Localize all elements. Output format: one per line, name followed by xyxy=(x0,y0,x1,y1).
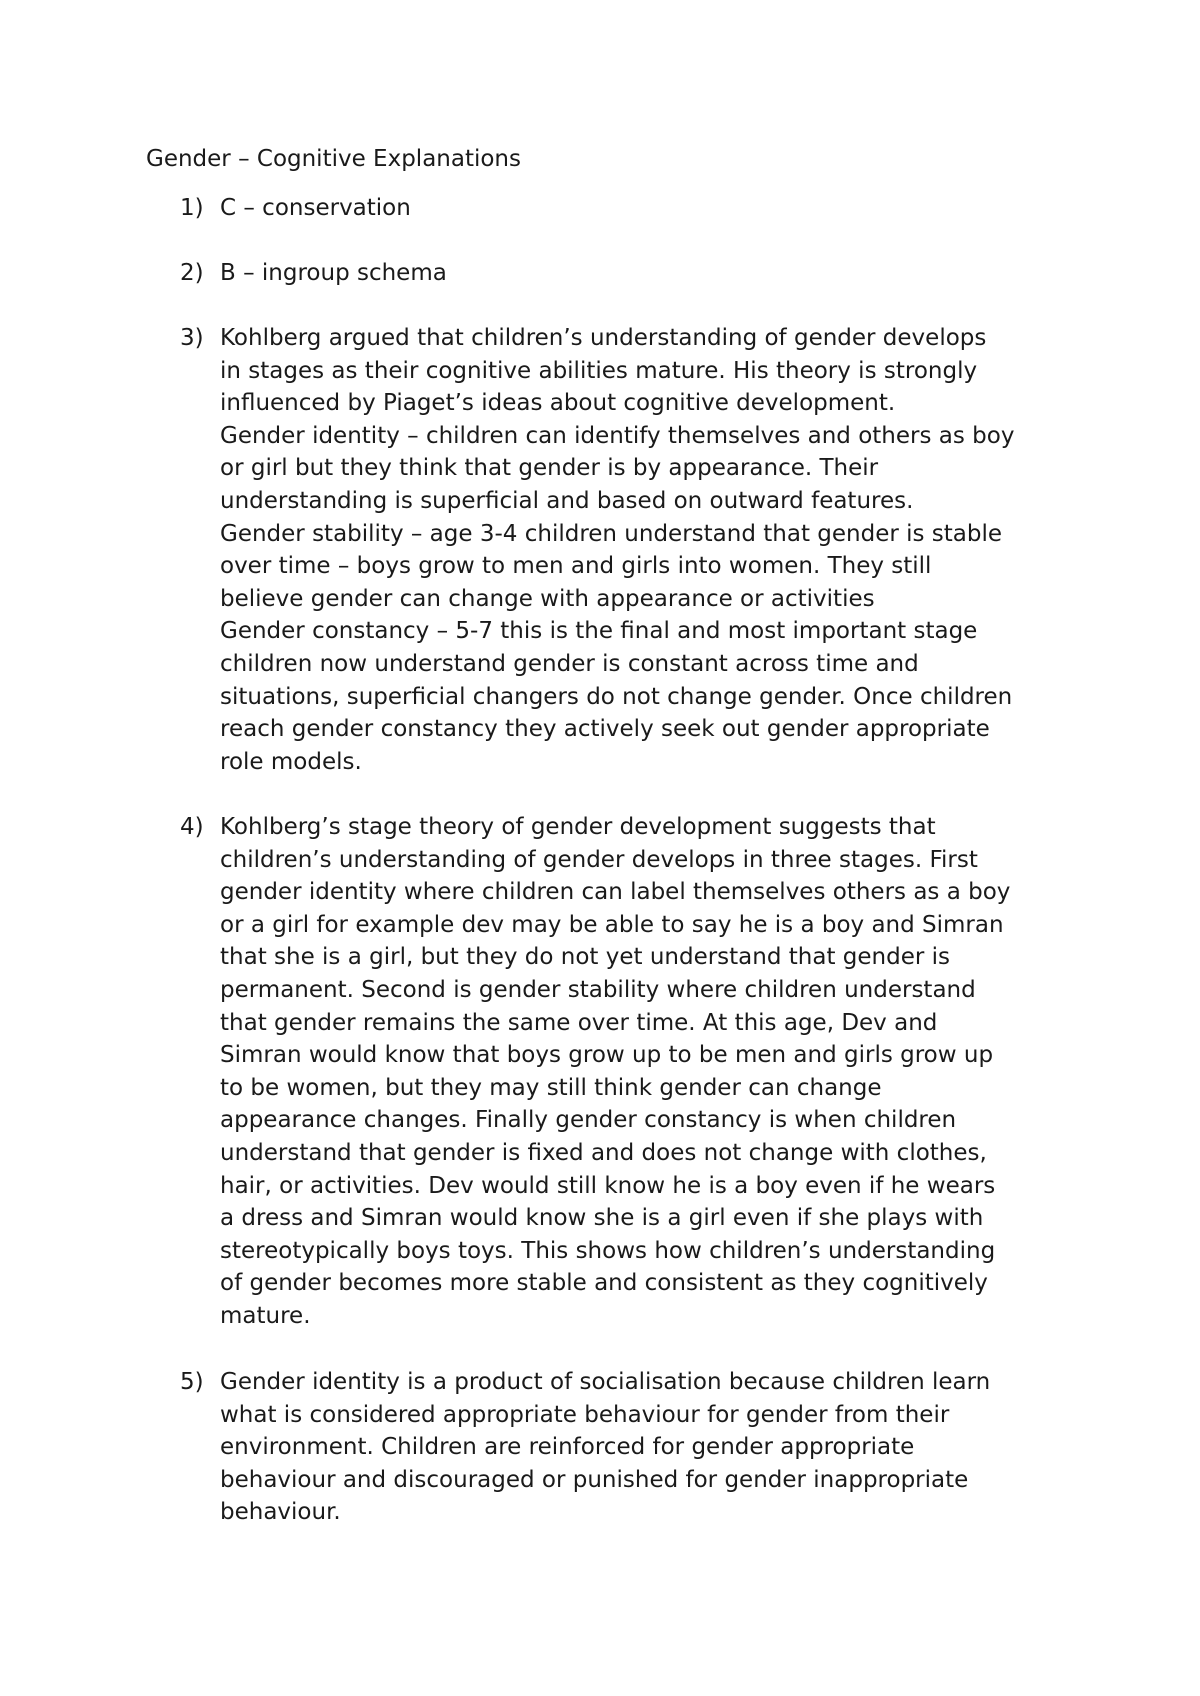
item-text xyxy=(220,811,1080,1333)
text-line: or girl but they think that gender is by appearance. Their xyxy=(220,455,879,482)
text-line: a dress and Simran would know she is a girl even if she plays with xyxy=(220,1205,984,1232)
text-line: Kohlberg’s stage theory of gender development suggests that xyxy=(220,814,936,840)
text-line: understand that gender is fixed and does not change with clothes, xyxy=(220,1139,987,1166)
item-number: 1) xyxy=(180,195,204,221)
item-number: 3) xyxy=(180,325,204,351)
text-line: reach gender constancy they actively seek out gender appropriate xyxy=(220,716,990,743)
text-line: Simran would know that boys grow up to be men and girls grow up xyxy=(220,1042,994,1069)
text-line: hair, or activities. Dev would still know he is a boy even if he wears xyxy=(220,1172,996,1199)
text-line: situations, superficial changers do not change gender. Once children xyxy=(220,683,1013,710)
item-number: 2) xyxy=(180,260,204,286)
text-line: mature. xyxy=(220,1302,311,1329)
text-line: in stages as their cognitive abilities mature. His theory is strongly xyxy=(220,357,978,384)
text-line: believe gender can change with appearance or activities xyxy=(220,585,875,612)
list-item-3 xyxy=(180,322,1080,778)
text-line: stereotypically boys toys. This shows how children’s understanding xyxy=(220,1237,996,1264)
text-line: that she is a girl, but they do not yet understand that gender is xyxy=(220,944,950,971)
list-item-5 xyxy=(180,1366,1080,1529)
list-item-2 xyxy=(180,257,1080,290)
text-line: permanent. Second is gender stability where children understand xyxy=(220,976,976,1003)
text-line: or a girl for example dev may be able to say he is a boy and Simran xyxy=(220,911,1004,938)
text-line: what is considered appropriate behaviour for gender from their xyxy=(220,1401,950,1428)
text-line: understanding is superficial and based on outward features. xyxy=(220,487,914,514)
item-text xyxy=(220,1366,1080,1529)
text-line: children now understand gender is constant across time and xyxy=(220,650,919,677)
text-line: Gender identity – children can identify themselves and others as boy xyxy=(220,422,1015,449)
text-line: C – conservation xyxy=(220,195,411,221)
text-line: environment. Children are reinforced for gender appropriate xyxy=(220,1434,915,1461)
text-line: that gender remains the same over time. At this age, Dev and xyxy=(220,1009,938,1036)
text-line: to be women, but they may still think gender can change xyxy=(220,1074,882,1101)
text-line: Kohlberg argued that children’s understanding of gender develops xyxy=(220,325,987,351)
text-line: appearance changes. Finally gender constancy is when children xyxy=(220,1107,957,1134)
text-line: of gender becomes more stable and consistent as they cognitively xyxy=(220,1270,988,1297)
text-line: over time – boys grow to men and girls into women. They still xyxy=(220,553,932,580)
item-text xyxy=(220,257,1080,290)
text-line: Gender constancy – 5-7 this is the final and most important stage xyxy=(220,618,978,645)
text-line: gender identity where children can label themselves others as a boy xyxy=(220,879,1011,906)
text-line: behaviour. xyxy=(220,1499,341,1526)
text-line: B – ingroup schema xyxy=(220,260,447,286)
text-line: influenced by Piaget’s ideas about cognitive development. xyxy=(220,390,896,417)
list-item-4 xyxy=(180,811,1080,1333)
text-line: children’s understanding of gender develops in three stages. First xyxy=(220,846,978,873)
item-text xyxy=(220,322,1080,778)
text-line: Gender identity is a product of socialisation because children learn xyxy=(220,1369,991,1395)
text-line: Gender stability – age 3-4 children understand that gender is stable xyxy=(220,520,1003,547)
item-text xyxy=(220,192,1080,225)
item-number: 5) xyxy=(180,1369,204,1395)
item-number: 4) xyxy=(180,814,204,840)
document-title: Gender – Cognitive Explanations xyxy=(146,146,521,172)
list-item-1 xyxy=(180,192,1080,225)
text-line: role models. xyxy=(220,748,362,775)
text-line: behaviour and discouraged or punished for gender inappropriate xyxy=(220,1466,969,1493)
